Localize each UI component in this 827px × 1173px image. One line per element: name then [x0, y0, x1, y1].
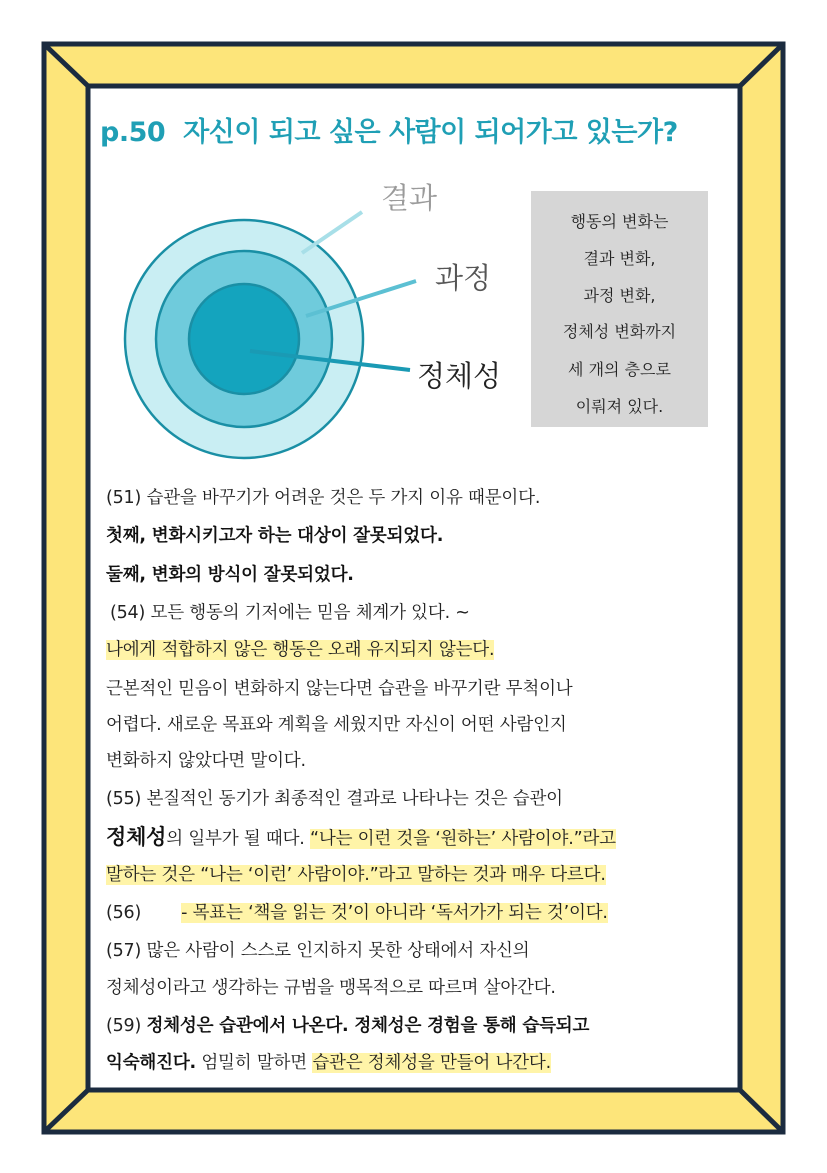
body-line-mixed: [106, 821, 616, 851]
body-line: (55) 본질적인 동기가 최종적인 결과로 나타나는 것은 습관이: [106, 789, 563, 809]
body-line: 어렵다. 새로운 목표와 계획을 세웠지만 자신이 어떤 사람인지: [106, 715, 567, 735]
body-line: 정체성이라고 생각하는 규범을 맹목적으로 따르며 살아간다.: [106, 978, 556, 998]
body-line-highlighted: [106, 636, 494, 661]
body-line: (51) 습관을 바꾸기가 어려운 것은 두 가지 이유 때문이다.: [106, 488, 541, 508]
page-heading: 자신이 되고 싶은 사람이 되어가고 있는가?: [183, 117, 678, 148]
highlight: 습관은 정체성을 만들어 나간다.: [312, 1053, 551, 1073]
body-line: 변화하지 않았다면 말이다.: [106, 751, 306, 771]
pointer-result: [302, 212, 362, 253]
label-result: 결과: [381, 181, 438, 215]
note-line: 행동의 변화는: [570, 212, 669, 231]
identity-emphasis: 정체성: [106, 825, 167, 849]
text-span: (59): [106, 1016, 147, 1036]
body-line: (57) 많은 사람이 스스로 인지하지 못한 상태에서 자신의: [106, 941, 530, 961]
body-line: 근본적인 믿음이 변화하지 않는다면 습관을 바꾸기란 무척이나: [106, 679, 573, 699]
body-line-bold: 둘째, 변화의 방식이 잘못되었다.: [106, 565, 354, 585]
text-span: 의 일부가 될 때다.: [166, 829, 311, 849]
text-span: (56): [106, 903, 142, 923]
bold-span: 정체성은 습관에서 나온다. 정체성은 경험을 통해 습득되고: [146, 1016, 590, 1036]
bold-span: 익숙해진다.: [106, 1053, 196, 1073]
body-line-bold: 첫째, 변화시키고자 하는 대상이 잘못되었다.: [106, 526, 444, 546]
note-line: 정체성 변화까지: [562, 322, 677, 341]
text-span: 엄밀히 말하면: [195, 1053, 313, 1073]
body-line-mixed: [106, 899, 608, 924]
highlight: - 목표는 ‘책을 읽는 것’이 아니라 ‘독서가가 되는 것’이다.: [181, 903, 608, 923]
body-line-mixed: [106, 1012, 589, 1037]
note-line: 이뤄져 있다.: [575, 397, 664, 416]
highlight: 나에게 적합하지 않은 행동은 오래 유지되지 않는다.: [106, 640, 495, 660]
label-process: 과정: [435, 261, 492, 295]
note-line: 결과 변화,: [583, 249, 656, 268]
body-line-highlighted: [106, 861, 606, 886]
page-number: p.50: [100, 117, 166, 148]
highlight: 말하는 것은 “나는 ‘이런’ 사람이야.”라고 말하는 것과 매우 다르다.: [106, 865, 606, 885]
note-line: 세 개의 층으로: [568, 360, 671, 379]
note-line: 과정 변화,: [583, 286, 656, 305]
inner-circle-identity: [189, 284, 299, 394]
note-box: [531, 191, 708, 427]
body-line-mixed: [106, 1049, 551, 1074]
highlight: “나는 이런 것을 ‘원하는’ 사람이야.”라고: [310, 829, 616, 849]
label-identity: 정체성: [417, 359, 502, 393]
body-line: (54) 모든 행동의 기저에는 믿음 체계가 있다. ~: [110, 603, 470, 623]
